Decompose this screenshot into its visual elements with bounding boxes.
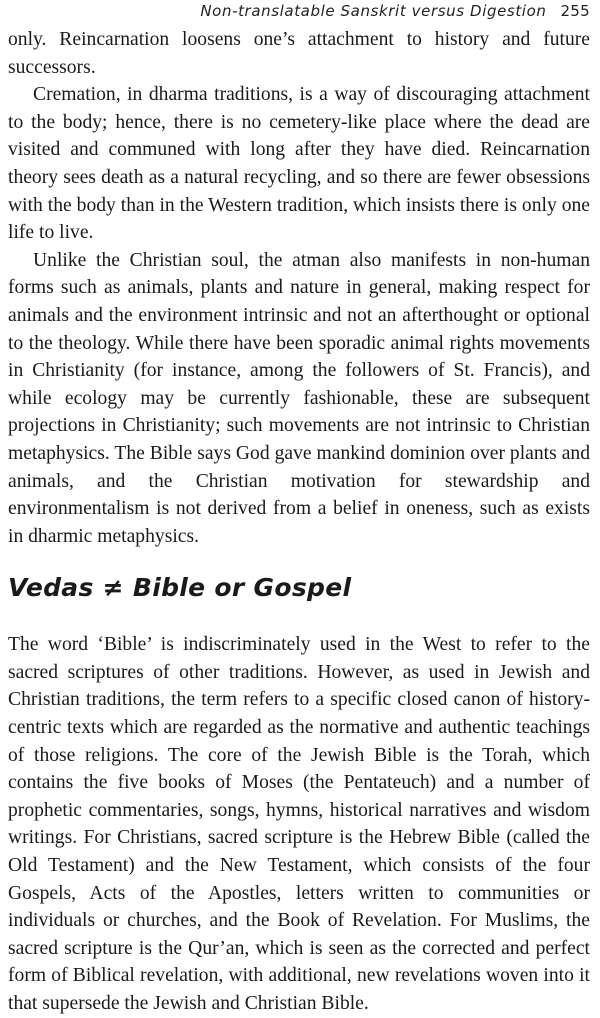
running-head [8, 0, 590, 26]
page-number: 255 [560, 2, 590, 20]
section-heading: Vedas ≠ Bible or Gospel [8, 573, 352, 603]
paragraph-atman: Unlike the Christian soul, the atman also manifests in non-human forms such as animals, plants and nature in general, making respect for animals and the environment intrinsic and not an afterthought or optional to the theology. While there have been sporadic animal rights movements in Christianity (for instance, among the followers of St. Francis), and while ecology may be currently fashionable, these are subsequent projections in Christianity; such movements are not intrinsic to Christian metaphysics. The Bible says God gave mankind dominion over plants and animals, and the Christian motivation for stewardship and environmentalism is not derived from a belief in oneness, such as exists in dharmic metaphysics. [8, 249, 590, 547]
paragraph-cremation: Cremation, in dharma traditions, is a way of discouraging attachment to the body; hence, there is no cemetery-like place where the dead are visited and communed with long after they have died. Reincarnation theory sees death as a natural recycling, and so there are fewer obsessions with the body than in the Western tradition, which insists there is only one life to live. [8, 84, 590, 244]
running-head-title: Non-translatable Sanskrit versus Digestion [200, 2, 547, 20]
body-text [8, 26, 590, 1018]
paragraph-continuation: only. Reincarnation loosens one’s attachment to history and future successors. [8, 29, 590, 78]
paragraph-bible: The word ‘Bible’ is indiscriminately used in the West to refer to the sacred scriptures of other traditions. However, as used in Jewish and Christian traditions, the term refers to a specific closed canon of history-centric texts which are regarded as the normative and authentic teachings of those religions. The core of the Jewish Bible is the Torah, which contains the five books of Moses (the Pentateuch) and a number of prophetic commentaries, songs, hymns, historical narratives and wisdom writings. For Christians, sacred scripture is the Hebrew Bible (called the Old Testament) and the New Testament, which consists of the four Gospels, Acts of the Apostles, letters written to communities or individuals or churches, and the Book of Revelation. For Muslims, the sacred scripture is the Qur’an, which is seen as the corrected and perfect form of Biblical revelation, with additional, new revelations woven into it that supersede the Jewish and Christian Bible. [8, 634, 590, 1014]
